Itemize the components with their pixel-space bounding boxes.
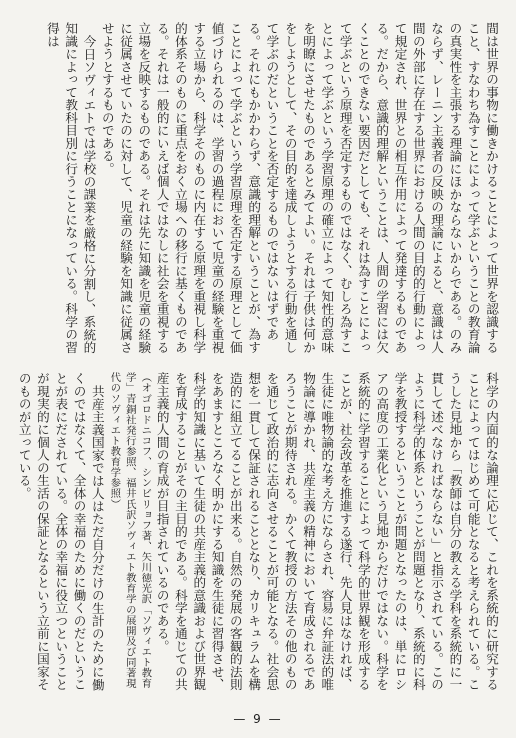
- reference-note: （オゴロドニコフ、シンビリョフ著、矢川徳光訳「ソヴィエト教育学」青銅社発行参照、福井氏訳ソヴィエト教育学の展開及び同著現代のソヴィエト教育学参照）: [108, 372, 152, 689]
- paragraph: 共産主義国家では人はただ自分だけの生計のために働くのではなくて、全体の幸福のために働くのだということが表にだされている。全体の幸福に役立つということが現実的に個人の生活の保証となるという立前に国家そのものが立っている。: [16, 372, 105, 691]
- upper-text-column: [26, 22, 500, 360]
- paragraph: 間は世界の事物に働きかけることによって世界を認識すること、すなわち為すことによって学ぶということの教育論の真実性を主張する理論にほかならないからである。のみならず、レーニン主義者の反映の理論によると、意識は人間の外部に存在する世界における人間の目的的行動によって規定され、世界との相互作用によって発達するものである。だから、意識的理解ということは、人間の学習には欠くことのできない要因だとしても、それは為すことによって学ぶという原理を否定するものではなく、むしろ為すことによって学ぶという学習原理の確立によって知性的意味を明瞭にさせたものであるとみてよい。それは子供は何かをしようとして、その目的を達成しようとする行動を通して学ぶのだということを否定するものではないはずである。それにもかかわらず、意識的理解ということが、為すことによって学ぶという学習原理を否定する原理として価値づけられるのは、学習の過程において児童の経験を重視する立場から、科学そのものに内在する原理を重視し科学的体系そのものに重点をおく立場への移行に基くものである。それは一般的にいえば個人ではなしに社会を重視する立場を反映するものである。それは先に知識を児童の経験に従属させていたのに対して、児童の経験を知識に従属させようとするものである。: [99, 22, 499, 354]
- paragraph: 今日ソヴィエトでは学校の課業を厳格に分割し、系統的知識によって教科目別に行うことになっている。科学の習得は: [44, 22, 97, 354]
- page-number: — 9 —: [233, 712, 283, 726]
- lower-text-column: [12, 372, 500, 697]
- paragraph: 科学の内面的な論理に応じて、これを系統的に研究することによってはじめて可能となると考えられている。こうした見地から「教師は自分の教える学科を系統的に一貫して述べなければならない」と指示されている。このように科学的体系ということが問題となり、系統的に科学を教授するということが問題となったのは、単にロシアの高度の工業化という見地からだけではない。科学を系統的に学習することによって科学的世界観を形成することが、社会改革を推進する遂行、先人見はなければ、生徒に唯物論的な考え方にならされ、容易に弁証法的唯物論に導かれ、共産主義の精神において育成されるであろうことが期待される。かくて教授の方法その他のものを通じて政治的に志向させることが可能となる。社会思想を一貫して保証されることとなり、カリキュラムを構造的に組立てることが出来る。自然の発展の客観的法則をあますところなく明かにする知識を生徒に習得させ、科学的知識に基いて生徒の共産主義的意識および世界観を育成することがその主目的である。科学を通じての共産主義的人間の育成が目指されているのである。: [154, 372, 499, 691]
